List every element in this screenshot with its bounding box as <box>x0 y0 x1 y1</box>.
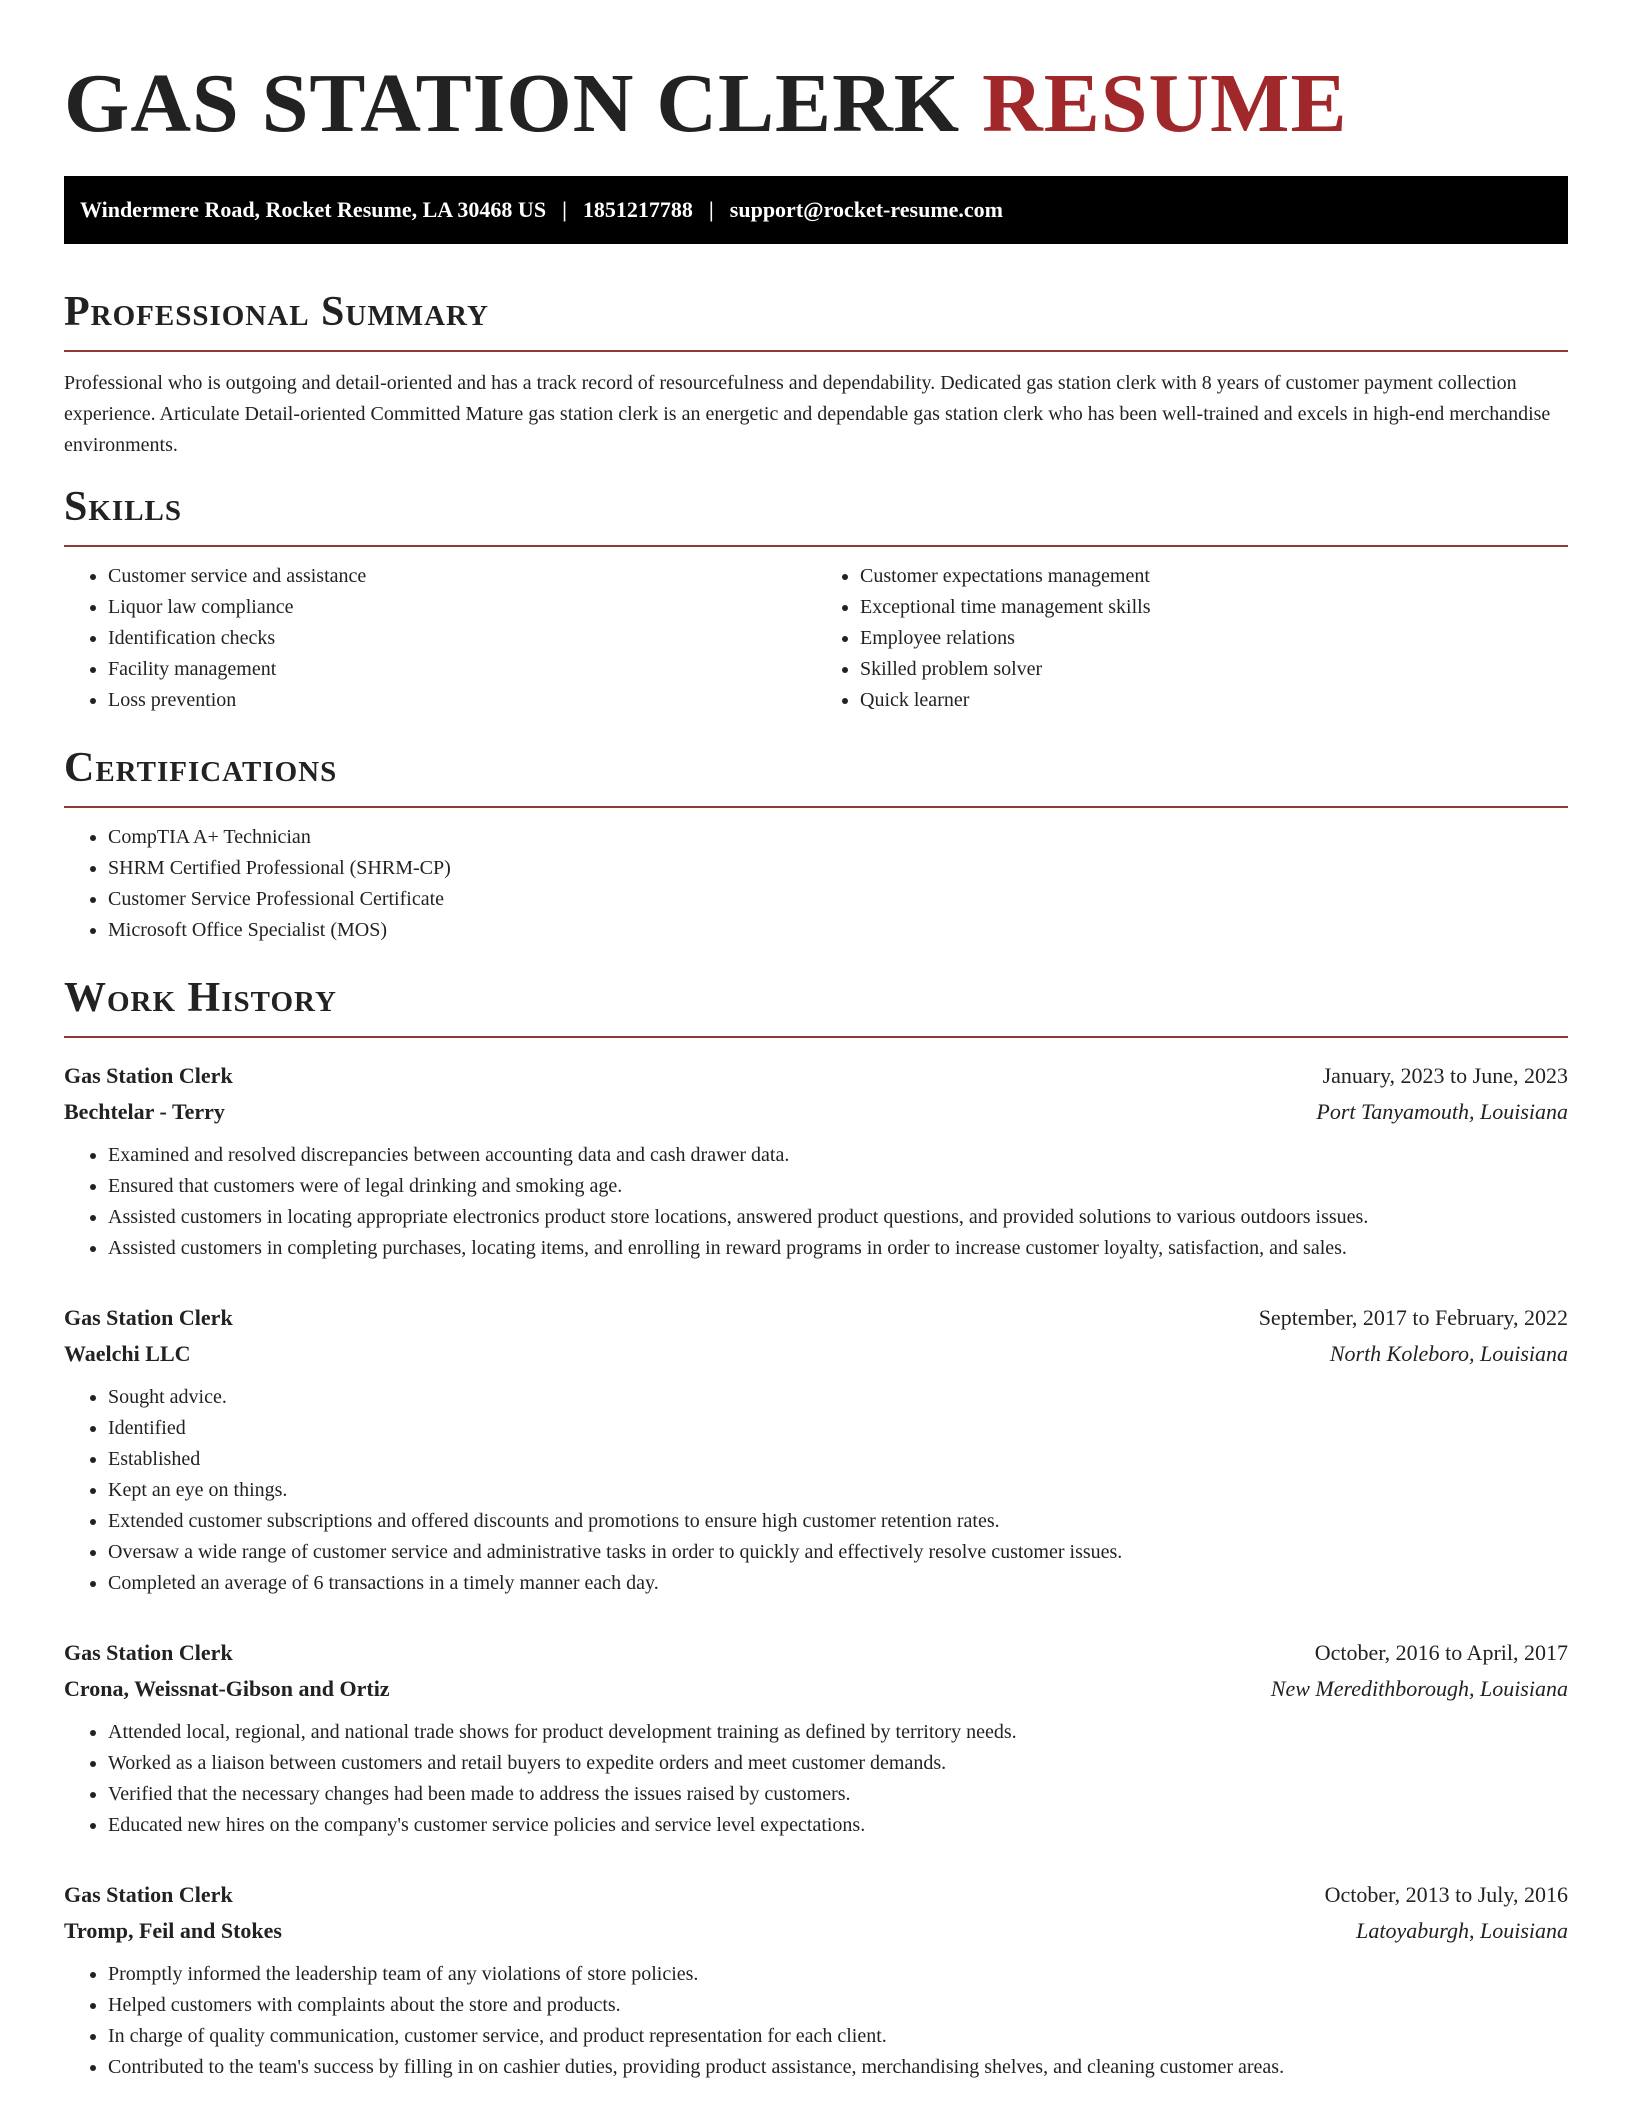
job-entry <box>64 1300 1568 1599</box>
section-divider <box>64 806 1568 808</box>
certification-item: • Customer Service Professional Certificate <box>108 884 1568 915</box>
job-location: Latoyaburgh, Louisiana <box>1356 1918 1568 1943</box>
job-header-row <box>64 1300 1568 1336</box>
section-divider <box>64 1036 1568 1038</box>
skills-list-left <box>64 561 816 716</box>
certification-item: • CompTIA A+ Technician <box>108 822 1568 853</box>
job-duty: • Contributed to the team's success by filling in on cashier duties, providing product assistance, merchandising shelves, and cleaning customer areas. <box>108 2052 1568 2083</box>
job-duty: • In charge of quality communication, customer service, and product representation for each client. <box>108 2021 1568 2052</box>
skills-list-right <box>816 561 1568 716</box>
skills-columns <box>64 547 1568 716</box>
job-duty: • Assisted customers in completing purchases, locating items, and enrolling in reward programs in order to increase customer loyalty, satisfaction, and sales. <box>108 1233 1568 1264</box>
job-header-row <box>64 1877 1568 1913</box>
job-subheader-row <box>64 1094 1568 1130</box>
job-title: Gas Station Clerk <box>64 1882 233 1907</box>
job-duty: • Helped customers with complaints about the store and products. <box>108 1990 1568 2021</box>
skill-item: • Employee relations <box>860 623 1568 654</box>
job-entry <box>64 1058 1568 1264</box>
job-dates: January, 2023 to June, 2023 <box>1322 1063 1568 1088</box>
job-duty: • Sought advice. <box>108 1382 1568 1413</box>
skill-item: • Quick learner <box>860 685 1568 716</box>
job-duty: • Established <box>108 1444 1568 1475</box>
contact-bar <box>64 176 1568 244</box>
job-dates: September, 2017 to February, 2022 <box>1258 1305 1568 1330</box>
job-duty: • Kept an eye on things. <box>108 1475 1568 1506</box>
resume-title-accent: RESUME <box>982 57 1348 150</box>
job-duties-list <box>64 1382 1568 1599</box>
contact-separator: | <box>708 197 714 222</box>
job-dates: October, 2016 to April, 2017 <box>1314 1640 1568 1665</box>
skill-item: • Customer expectations management <box>860 561 1568 592</box>
job-duties-list <box>64 1959 1568 2083</box>
skill-item: • Facility management <box>108 654 816 685</box>
certifications-heading: Certifications <box>64 745 338 791</box>
skills-heading: Skills <box>64 484 183 530</box>
job-title: Gas Station Clerk <box>64 1640 233 1665</box>
skill-item: • Skilled problem solver <box>860 654 1568 685</box>
job-duty: • Oversaw a wide range of customer service and administrative tasks in order to quickly and effectively resolve customer issues. <box>108 1537 1568 1568</box>
job-duties-list <box>64 1717 1568 1841</box>
contact-separator: | <box>562 197 567 222</box>
contact-email: support@rocket-resume.com <box>729 197 1003 222</box>
job-title: Gas Station Clerk <box>64 1063 233 1088</box>
contact-phone: 1851217788 <box>582 197 693 222</box>
resume-title-main: GAS STATION CLERK <box>64 57 961 150</box>
job-duty: • Worked as a liaison between customers and retail buyers to expedite orders and meet customer demands. <box>108 1748 1568 1779</box>
skill-item: • Customer service and assistance <box>108 561 816 592</box>
certification-item: • SHRM Certified Professional (SHRM-CP) <box>108 853 1568 884</box>
summary-text: Professional who is outgoing and detail-oriented and has a track record of resourcefulness and dependability. Dedicated gas station clerk with 8 years of customer payment collection experience. Articulate Detail-oriented Committed Mature gas station clerk is an energetic and dependable gas station clerk who has been well-trained and excels in high-end merchandise environments. <box>64 372 1551 456</box>
job-company: Tromp, Feil and Stokes <box>64 1918 282 1943</box>
job-company: Crona, Weissnat-Gibson and Ortiz <box>64 1676 390 1701</box>
job-header-row <box>64 1058 1568 1094</box>
job-duty: • Verified that the necessary changes had been made to address the issues raised by customers. <box>108 1779 1568 1810</box>
job-duty: • Completed an average of 6 transactions in a timely manner each day. <box>108 1568 1568 1599</box>
job-entry <box>64 1635 1568 1841</box>
section-divider <box>64 350 1568 352</box>
job-duty: • Promptly informed the leadership team of any violations of store policies. <box>108 1959 1568 1990</box>
job-company: Waelchi LLC <box>64 1341 191 1366</box>
work-history-section <box>64 974 1568 2083</box>
skill-item: • Identification checks <box>108 623 816 654</box>
job-title: Gas Station Clerk <box>64 1305 233 1330</box>
skill-item: • Liquor law compliance <box>108 592 816 623</box>
skill-item: • Exceptional time management skills <box>860 592 1568 623</box>
job-entry <box>64 1877 1568 2083</box>
job-duty: • Attended local, regional, and national trade shows for product development training as defined by territory needs. <box>108 1717 1568 1748</box>
summary-heading: Professional Summary <box>64 289 489 335</box>
job-subheader-row <box>64 1913 1568 1949</box>
job-duty: • Extended customer subscriptions and offered discounts and promotions to ensure high customer retention rates. <box>108 1506 1568 1537</box>
work-history-heading: Work History <box>64 975 337 1021</box>
job-duty: • Ensured that customers were of legal drinking and smoking age. <box>108 1171 1568 1202</box>
job-header-row <box>64 1635 1568 1671</box>
job-location: New Meredithborough, Louisiana <box>1270 1676 1568 1701</box>
job-location: Port Tanyamouth, Louisiana <box>1316 1099 1568 1124</box>
summary-section <box>64 288 1568 461</box>
job-duty: • Identified <box>108 1413 1568 1444</box>
certifications-list <box>64 822 1568 946</box>
contact-address: Windermere Road, Rocket Resume, LA 30468 US <box>80 197 547 222</box>
skill-item: • Loss prevention <box>108 685 816 716</box>
certifications-section <box>64 744 1568 946</box>
job-duty: • Educated new hires on the company's customer service policies and service level expectations. <box>108 1810 1568 1841</box>
job-company: Bechtelar - Terry <box>64 1099 225 1124</box>
job-dates: October, 2013 to July, 2016 <box>1324 1882 1568 1907</box>
skills-section <box>64 483 1568 716</box>
job-subheader-row <box>64 1671 1568 1707</box>
resume-title <box>64 56 1568 152</box>
job-subheader-row <box>64 1336 1568 1372</box>
job-duties-list <box>64 1140 1568 1264</box>
job-duty: • Assisted customers in locating appropriate electronics product store locations, answered product questions, and provided solutions to various outdoors issues. <box>108 1202 1568 1233</box>
certification-item: • Microsoft Office Specialist (MOS) <box>108 915 1568 946</box>
job-location: North Koleboro, Louisiana <box>1329 1341 1568 1366</box>
job-duty: • Examined and resolved discrepancies between accounting data and cash drawer data. <box>108 1140 1568 1171</box>
